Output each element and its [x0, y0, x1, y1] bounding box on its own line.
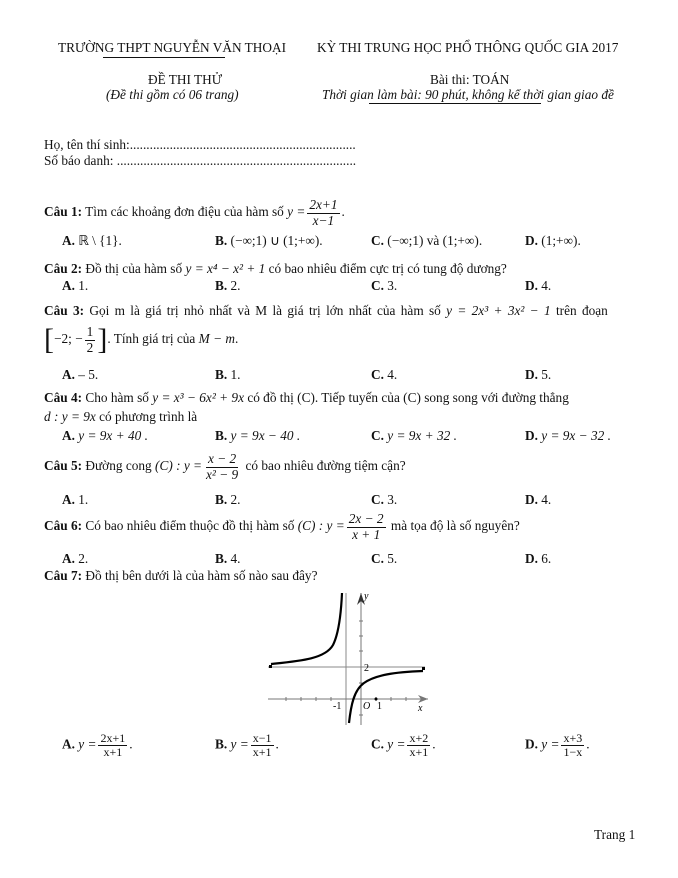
option-value: y = 9x + 40 . — [78, 428, 148, 443]
q2-option-a[interactable] — [62, 278, 88, 294]
option-value: 1. — [78, 492, 89, 507]
option-value: (−∞;1) và (1;+∞). — [387, 233, 483, 248]
q7-option-d[interactable]: D. y = $\frac{x+3}{1-x}$ . — [525, 731, 590, 760]
formula: d : y = 9x — [44, 409, 96, 424]
option-label: B. — [215, 367, 228, 382]
q5-option-c[interactable] — [371, 492, 397, 508]
numerator: 2x+1 — [100, 731, 126, 745]
pages-note: (Đề thi gồm có 06 trang) — [106, 87, 239, 102]
question-6 — [44, 512, 520, 542]
fraction — [251, 732, 274, 759]
fraction — [98, 732, 127, 759]
option-value: – 5. — [78, 367, 99, 382]
question-5 — [44, 452, 406, 482]
exam-title: KỲ THI TRUNG HỌC PHỔ THÔNG QUỐC GIA 2017 — [317, 40, 619, 55]
time-note: Thời gian làm bài: 90 phút, không kể thời gian giao đề — [322, 87, 614, 102]
question-text: . Tính giá trị của — [107, 331, 196, 347]
tick-label-1: 1 — [377, 701, 382, 712]
option-value: 3. — [387, 492, 398, 507]
question-label: Câu 2: — [44, 261, 83, 276]
option-label: B. — [215, 492, 228, 507]
option-value: 2. — [230, 278, 241, 293]
option-label: C. — [371, 736, 384, 752]
question-1 — [44, 198, 345, 228]
option-label: A. — [62, 233, 75, 248]
option-value: 3. — [387, 278, 398, 293]
option-value: 5. — [387, 551, 398, 566]
tick-label-2: 2 — [364, 663, 369, 674]
question-4 — [44, 390, 569, 406]
q3-option-c[interactable] — [371, 367, 397, 383]
option-label: D. — [525, 551, 538, 566]
option-value: 1. — [230, 367, 241, 382]
q6-option-c[interactable] — [371, 551, 397, 567]
option-label: C. — [371, 492, 384, 507]
test-type: ĐỀ THI THỬ — [148, 72, 223, 87]
punct: . — [341, 204, 345, 220]
q1-option-c[interactable] — [371, 233, 482, 249]
q2-option-d[interactable] — [525, 278, 551, 294]
question-text: Gọi m là giá trị nhỏ nhất và M là giá trị lớn nhất của hàm số — [89, 303, 441, 318]
option-value: y = 9x + 32 . — [387, 428, 457, 443]
q3-option-a[interactable] — [62, 367, 98, 383]
formula: y = x⁴ − x² + 1 — [185, 261, 266, 276]
question-text: Có bao nhiêu điểm thuộc đồ thị hàm số — [85, 518, 295, 534]
option-label: B. — [215, 428, 228, 443]
option-label: D. — [525, 233, 538, 248]
student-id-field[interactable]: Số báo danh: ........................................................................ — [44, 153, 357, 168]
option-value: 1. — [78, 278, 89, 293]
option-value: 2. — [230, 492, 241, 507]
numerator: x−1 — [252, 731, 272, 745]
curve-left-branch — [271, 593, 342, 664]
question-3-line2: [−2; − $\frac{1}{2}$ ]. Tính giá trị của M − m. — [44, 323, 239, 356]
q4-option-c[interactable] — [371, 428, 457, 444]
question-tail: trên đoạn — [555, 303, 608, 318]
option-value: ℝ \ {1}. — [78, 233, 122, 248]
denominator: x+1 — [252, 745, 272, 760]
option-value: (−∞;1) ∪ (1;+∞). — [230, 233, 323, 248]
q4-option-a[interactable] — [62, 428, 148, 444]
question-label: Câu 4: — [44, 390, 83, 405]
option-label: A. — [62, 736, 75, 752]
school-underline — [103, 57, 225, 58]
denominator: x² − 9 — [206, 466, 239, 482]
q5-option-a[interactable] — [62, 492, 88, 508]
option-label: A. — [62, 492, 75, 507]
option-label: C. — [371, 367, 384, 382]
function-graph — [260, 585, 440, 725]
q1-option-a[interactable] — [62, 233, 122, 249]
school-name: TRƯỜNG THPT NGUYỄN VĂN THOẠI — [58, 40, 286, 55]
question-label: Câu 6: — [44, 518, 83, 534]
option-label: A. — [62, 428, 75, 443]
x-axis-label: x — [418, 703, 423, 714]
subject: Bài thi: TOÁN — [430, 72, 510, 87]
option-label: B. — [215, 233, 228, 248]
q3-option-b[interactable] — [215, 367, 241, 383]
numerator: x+2 — [409, 731, 429, 745]
y-axis-label: y — [364, 591, 369, 602]
question-4-line2 — [44, 409, 197, 425]
time-underline — [369, 103, 541, 104]
option-label: B. — [215, 551, 228, 566]
fraction — [307, 198, 339, 228]
student-name-field[interactable]: Họ, tên thí sinh:.................................................................... — [44, 137, 356, 152]
denominator: x−1 — [312, 212, 335, 228]
fraction — [407, 732, 430, 759]
option-label: D. — [525, 736, 538, 752]
denominator: x+1 — [409, 745, 429, 760]
option-value: 5. — [541, 367, 552, 382]
question-text: có phương trình là — [99, 409, 198, 424]
question-tail: có đồ thị (C). Tiếp tuyến của (C) song song với đường thẳng — [247, 390, 569, 405]
question-tail: có bao nhiêu đường tiệm cận? — [245, 458, 406, 474]
option-value: y = 9x − 32 . — [541, 428, 611, 443]
question-label: Câu 5: — [44, 458, 83, 474]
interval-left: −2; − — [54, 331, 83, 347]
option-label: D. — [525, 428, 538, 443]
option-value: 4. — [541, 278, 552, 293]
numerator: 2x+1 — [309, 197, 338, 212]
page-number: Trang 1 — [594, 827, 636, 842]
denominator: 2 — [86, 339, 94, 355]
option-value: 6. — [541, 551, 552, 566]
endpoint-marker — [269, 665, 272, 668]
q2-option-c[interactable] — [371, 278, 397, 294]
option-value: 4. — [541, 492, 552, 507]
formula-lhs: (C) : y = — [297, 518, 345, 534]
option-value: 4. — [387, 367, 398, 382]
q1-option-b[interactable] — [215, 233, 323, 249]
question-text: Đường cong — [85, 458, 152, 474]
fraction — [204, 452, 240, 482]
option-value: (1;+∞). — [541, 233, 581, 248]
q4-option-b[interactable] — [215, 428, 300, 444]
numerator: x − 2 — [208, 451, 237, 466]
q5-option-d[interactable] — [525, 492, 551, 508]
option-value: y = 9x − 40 . — [230, 428, 301, 443]
q1-option-d[interactable] — [525, 233, 581, 249]
bracket-open: [ — [44, 323, 54, 356]
formula: y = 2x³ + 3x² − 1 — [446, 303, 551, 318]
numerator: 1 — [86, 323, 94, 339]
option-label: A. — [62, 551, 75, 566]
option-label: C. — [371, 551, 384, 566]
denominator: 1−x — [563, 745, 583, 760]
q6-option-b[interactable] — [215, 551, 241, 567]
option-value: 4. — [230, 551, 241, 566]
option-label: C. — [371, 278, 384, 293]
fraction — [347, 512, 386, 542]
question-tail: mà tọa độ là số nguyên? — [390, 518, 520, 534]
denominator: x + 1 — [352, 526, 381, 542]
q3-option-d[interactable] — [525, 367, 551, 383]
q5-option-b[interactable] — [215, 492, 241, 508]
formula: M − m — [198, 331, 235, 347]
numerator: 2x − 2 — [348, 511, 384, 526]
formula-lhs: y = — [287, 204, 306, 220]
formula-lhs: y = — [230, 736, 249, 752]
tick-label-neg1: -1 — [333, 701, 342, 712]
question-label: Câu 1: — [44, 204, 83, 220]
fraction — [561, 732, 584, 759]
numerator: x+3 — [563, 731, 583, 745]
question-2 — [44, 261, 507, 277]
option-label: C. — [371, 428, 384, 443]
origin-label: O — [363, 701, 371, 712]
formula-lhs: y = — [541, 736, 560, 752]
q6-option-a[interactable] — [62, 551, 88, 567]
q4-option-d[interactable] — [525, 428, 611, 444]
formula-lhs: y = — [78, 736, 97, 752]
q7-option-b[interactable]: B. y = $\frac{x-1}{x+1}$ . — [215, 731, 279, 760]
question-7 — [44, 568, 317, 584]
question-text: Đồ thị của hàm số — [85, 261, 183, 276]
question-text: Tìm các khoảng đơn điệu của hàm số — [85, 204, 284, 220]
q7-option-a[interactable]: A. y = $\frac{2x+1}{x+1}$ . — [62, 731, 133, 760]
option-label: A. — [62, 278, 75, 293]
option-label: B. — [215, 736, 228, 752]
endpoint-marker — [422, 667, 425, 670]
q7-option-c[interactable]: C. y = $\frac{x+2}{x+1}$ . — [371, 731, 436, 760]
formula-lhs: (C) : y = — [155, 458, 203, 474]
formula-lhs: y = — [387, 736, 406, 752]
option-label: D. — [525, 492, 538, 507]
formula: y = x³ − 6x² + 9x — [152, 390, 244, 405]
option-label: D. — [525, 278, 538, 293]
question-text: Đồ thị bên dưới là của hàm số nào sau đây? — [85, 568, 318, 583]
q2-option-b[interactable] — [215, 278, 241, 294]
question-label: Câu 3: — [44, 303, 85, 318]
option-label: A. — [62, 367, 75, 382]
option-label: C. — [371, 233, 384, 248]
question-3 — [44, 303, 608, 319]
question-text: Cho hàm số — [85, 390, 149, 405]
option-value: 2. — [78, 551, 89, 566]
option-label: D. — [525, 367, 538, 382]
fraction — [85, 325, 96, 355]
denominator: x+1 — [103, 745, 123, 760]
question-label: Câu 7: — [44, 568, 83, 583]
option-label: B. — [215, 278, 228, 293]
bracket-close: ] — [97, 323, 108, 356]
q6-option-d[interactable] — [525, 551, 551, 567]
question-tail: có bao nhiêu điểm cực trị có tung độ dương? — [268, 261, 507, 276]
